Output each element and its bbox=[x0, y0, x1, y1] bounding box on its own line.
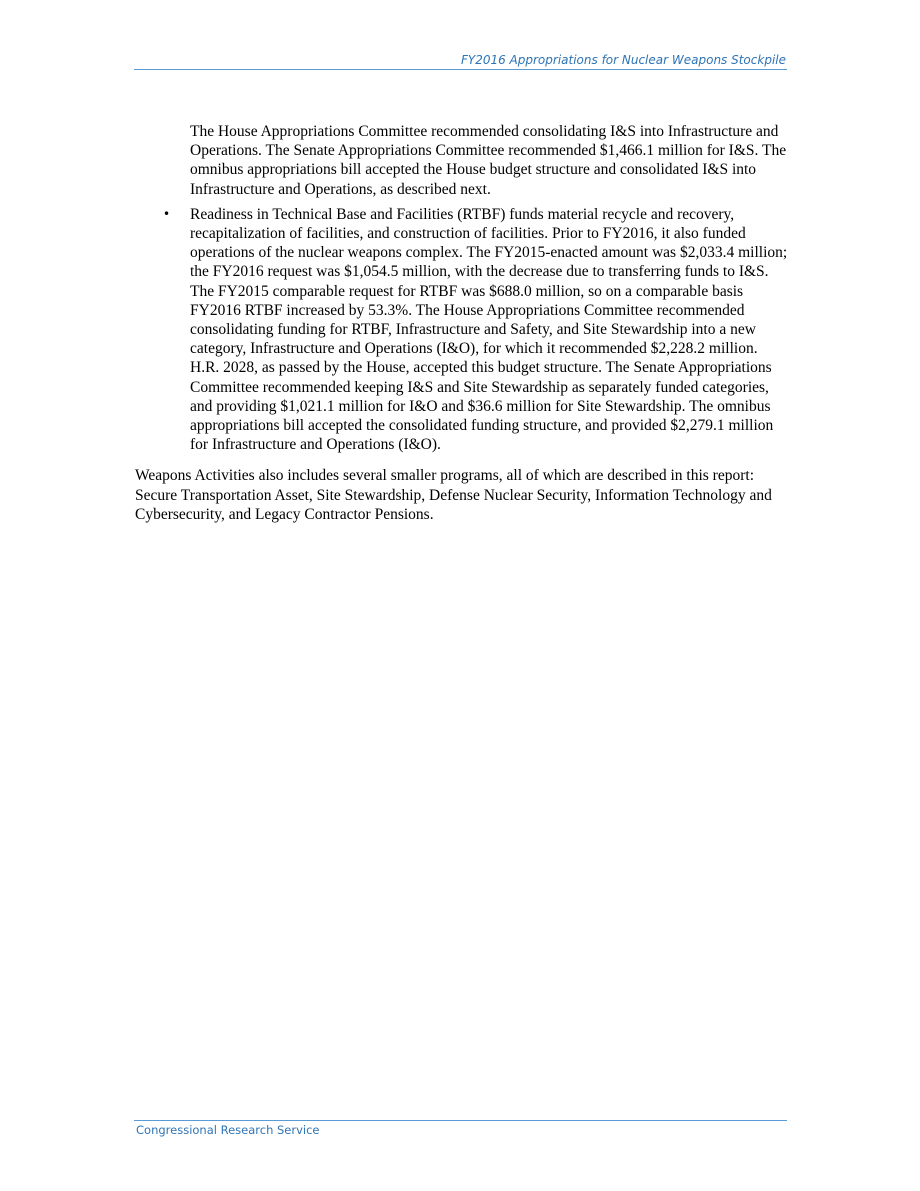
footer-divider bbox=[134, 1120, 787, 1121]
bullet-text: Readiness in Technical Base and Facilities (RTBF) funds material recycle and recovery, recapitalization of facilities, and construction of facilities. Prior to FY2016, it also funded operations of the nuclear weapons complex. The FY2015-enacted amount was $2,033.4 million; the FY2016 request was $1,054.5 million, with the decrease due to transferring funds to I&S. The FY2015 comparable request for RTBF was $688.0 million, so on a comparable basis FY2016 RTBF increased by 53.3%. The House Appropriations Committee recommended consolidating funding for RTBF, Infrastructure and Safety, and Site Stewardship into a new category, Infrastructure and Operations (I&O), for which it recommended $2,228.2 million. H.R. 2028, as passed by the House, accepted this budget structure. The Senate Appropriations Committee recommended keeping I&S and Site Stewardship as separately funded categories, and providing $1,021.1 million for I&O and $36.6 million for Site Stewardship. The omnibus appropriations bill accepted the consolidated funding structure, and provided $2,279.1 million for Infrastructure and Operations (I&O). bbox=[190, 205, 788, 454]
continuation-paragraph: The House Appropriations Committee recommended consolidating I&S into Infrastructure and Operations. The Senate Appropriations Committee recommended $1,466.1 million for I&S. The omnibus appropriations bill accepted the House budget structure and consolidated I&S into Infrastructure and Operations, as described next. bbox=[190, 123, 787, 198]
running-header-title: FY2016 Appropriations for Nuclear Weapons Stockpile bbox=[460, 53, 786, 67]
closing-paragraph: Weapons Activities also includes several smaller programs, all of which are described in this report: Secure Transportation Asset, Site Stewardship, Defense Nuclear Security, Information Technology and Cybersecurity, and Legacy Contractor Pensions. bbox=[135, 467, 772, 523]
header-divider bbox=[134, 69, 787, 70]
body-content bbox=[135, 122, 790, 524]
bullet-item-rtbf bbox=[163, 205, 790, 455]
bullet-icon: • bbox=[163, 206, 171, 221]
footer-publisher: Congressional Research Service bbox=[136, 1123, 320, 1137]
